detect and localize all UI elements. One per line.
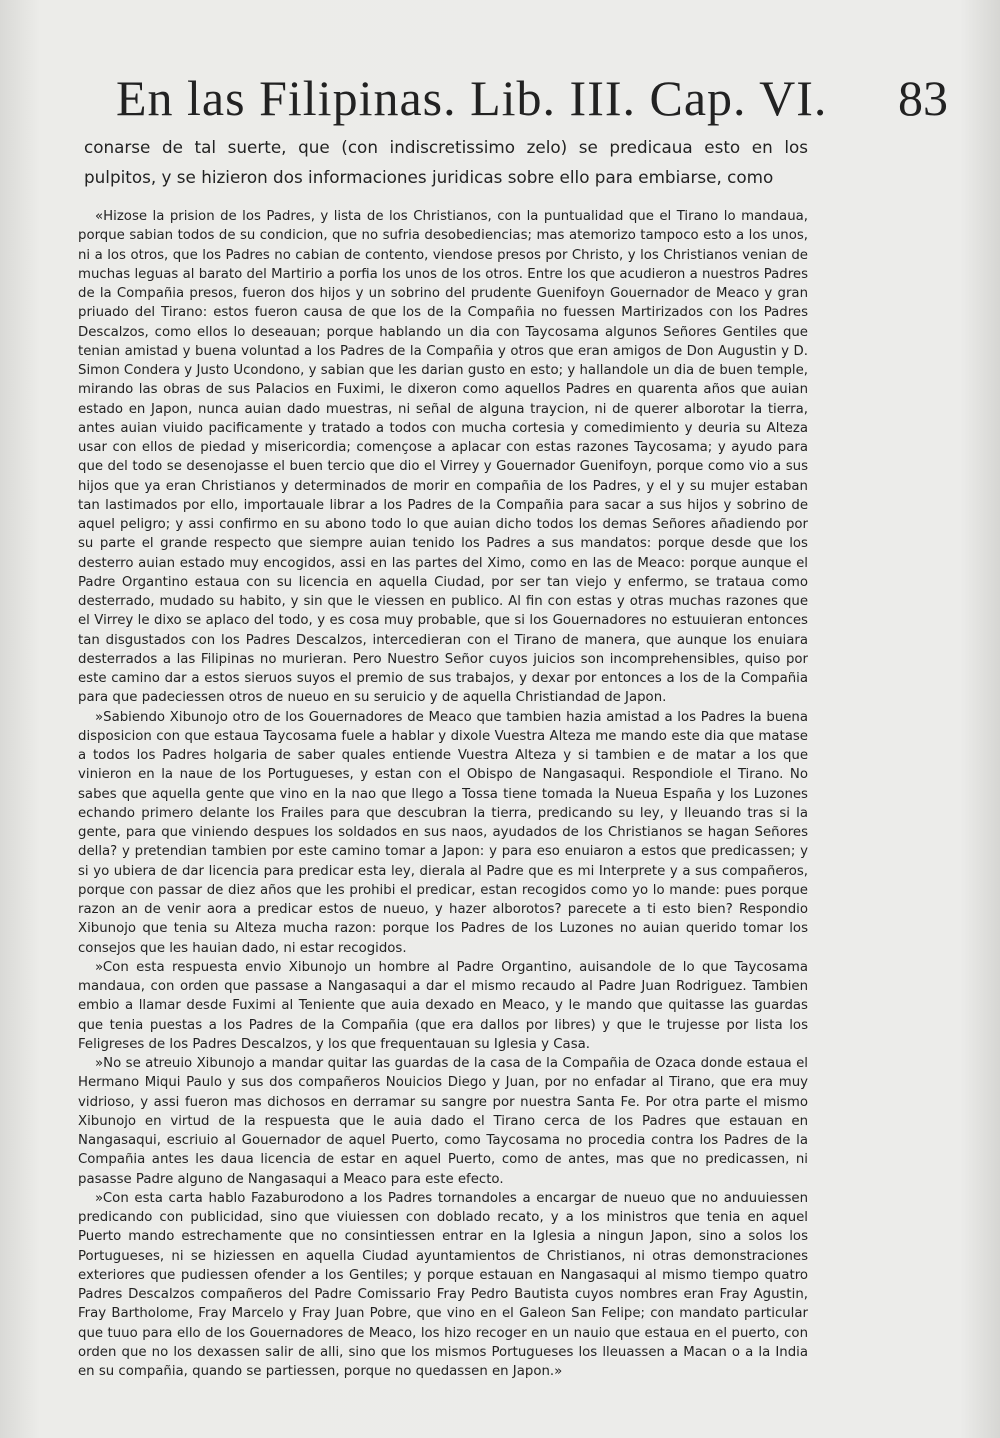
main-text — [78, 207, 808, 1381]
paragraph: »Con esta carta hablo Fazaburodono a los Padres tornandoles a encargar de nueuo que no anduuiessen predicando con publicidad, sino que viuiessen con doblado recato, y a los ministros que tenia en aquel Puerto mando estrechamente que no consintiessen entrar en la Iglesia a ningun Japon, sino a solos los Portugueses, ni se hiziessen en aquella Ciudad ayuntamientos de Christianos, ni otras demonstraciones exteriores que pudiessen ofender a los Gentiles; y porque estauan en Nangasaqui al mismo tiempo quatro Padres Descalzos compañeros del Padre Comissario Fray Pedro Bautista cuyos nombres eran Fray Agustin, Fray Bartholome, Fray Marcelo y Fray Juan Pobre, que vino en el Galeon San Felipe; con mandato particular que tuuo para ello de los Gouernadores de Meaco, los hizo recoger en un nauio que estaua en el puerto, con orden que no los dexassen salir de alli, sino que los mismos Portugueses los lleuassen a Macan o a la India en su compañia, quando se partiessen, porque no quedassen en Japon.» — [78, 1190, 808, 1379]
paragraph: »No se atreuio Xibunojo a mandar quitar las guardas de la casa de la Compañia de Ozaca donde estaua el Hermano Miqui Paulo y sus dos compañeros Nouicios Diego y Juan, por no enfadar al Tirano, que era muy vidrioso, y assi fueron mas dichosos en derramar su sangre por nuestra Santa Fe. Por otra parte el mismo Xibunojo en virtud de la respuesta que le auia dado el Tirano cerca de los Padres que estauan en Nangasaqui, escriuio al Gouernador de aquel Puerto, como Taycosama no procedia contra los Padres de la Compañia antes les daua licencia de estar en aquel Puerto, como de antes, mas que no predicassen, ni pasasse Padre alguno de Nangasaqui a Meaco para este efecto. — [78, 1056, 808, 1187]
lead-paragraph — [84, 132, 808, 192]
running-head: En las Filipinas. Lib. III. Cap. VI. — [116, 70, 828, 126]
paragraph: »Sabiendo Xibunojo otro de los Gouernadores de Meaco que tambien hazia amistad a los Padres la buena disposicion con que estaua Taycosama fuele a hablar y dixole Vuestra Alteza me mando este dia que matase a todos los Padres holgaria de saber quales entiende Vuestra Alteza y si tambien e de matar a los que vinieron en la naue de los Portugueses, y estan con el Obispo de Nangasaqui. Respondiole el Tirano. No sabes que aquella gente que vino en la nao que llego a Tossa tiene tomada la Nueua España y los Luzones echando primero delante los Frailes para que descubran la tierra, predicando su ley, y lleuando tras si la gente, para que viniendo despues los soldados en sus naos, ayudados de los Christianos se hagan Señores della? y pretendian tambien por este camino tomar a Japon: y para eso enuiaron a estos que predicassen; y si yo ubiera de dar licencia para predicar esta ley, dierala al Padre que es mi Interprete y a sus compañeros, porque con passar de diez años que les prohibi el predicar, estan recogidos como yo lo mande: pues porque razon an de venir aora a predicar estos de nueuo, y hazer alborotos? parecete a ti esto bien? Respondio Xibunojo que tenia su Alteza mucha razon: porque los Padres de los Luzones no auian querido tomar los consejos que les hauian dado, ni estar recogidos. — [78, 709, 808, 956]
page-number: 83 — [898, 70, 948, 126]
lead-text: conarse de tal suerte, que (con indiscretissimo zelo) se predicaua esto en los pulpitos, y se hizieron dos informaciones juridicas sobre ello para embiarse, como — [84, 137, 808, 187]
paragraph: «Hizose la prision de los Padres, y lista de los Christianos, con la puntualidad que el Tirano lo mandaua, porque sabian todos de su condicion, que no sufria desobediencias; mas atemorizo tampoco esto a los unos, ni a los otros, que los Padres no cabian de contento, viendose presos por Christo, y los Christianos venian de muchas leguas al barato del Martirio a porfia los unos de los otros. Entre los que acudieron a nuestros Padres de la Compañia presos, fueron dos hijos y un sobrino del prudente Guenifoyn Gouernador de Meaco y gran priuado del Tirano: estos fueron causa de que los de la Compañia no fuessen Martirizados con los Padres Descalzos, como ellos lo deseauan; porque hablando un dia con Taycosama algunos Señores Gentiles que tenian amistad y buena voluntad a los Padres de la Compañia y otros que eran amigos de Don Augustin y D. Simon Condera y Justo Ucondono, y sabian que les darian gusto en esto; y hallandole un dia de buen temple, mirando las obras de sus Palacios en Fuximi, le dixeron como aquellos Padres en quarenta años que auian estado en Japon, nunca auian dado muestras, ni señal de alguna traycion, ni de querer alborotar la tierra, antes auian viuido pacificamente y tratado a todos con mucha cortesia y comedimiento y deuria su Alteza usar con ellos de piedad y misericordia; començose a aplacar con estas razones Taycosama; y ayudo para que del todo se desenojasse el buen tercio que dio el Virrey y Gouernador Guenifoyn, porque como vio a sus hijos que ya eran Christianos y determinados de morir en compañia de los Padres, y el y su mujer estaban tan lastimados por ello, importauale librar a los Padres de la Compañia para sacar a sus hijos y sobrino de aquel peligro; y assi confirmo en su abono todo lo que auian dicho todos los demas Señores añadiendo por su parte el grande respecto que siempre auian tenido los Padres a sus mandatos: porque desde que los desterro auian estado muy encogidos, assi en las partes del Ximo, como en las de Meaco: porque aunque el Padre Organtino estaua con su licencia en aquella Ciudad, por ser tan viejo y enfermo, se trataua como desterrado, mudado su habito, y sin que le viessen en publico. Al fin con estas y otras muchas razones que el Virrey le dixo se aplaco del todo, y es cosa muy probable, que si los Gouernadores no estuuieran entonces tan disgustados con los Padres Descalzos, intercedieran con el Tirano de manera, que aunque los enuiara desterrados a las Filipinas no murieran. Pero Nuestro Señor cuyos juicios son incomprehensibles, quiso por este camino dar a estos sieruos suyos el premio de sus trabajos, y dexar por entonces a los de la Compañia para que padeciessen otros de nueuo en su seruicio y de aquella Christiandad de Japon. — [78, 209, 808, 706]
paragraph: »Con esta respuesta envio Xibunojo un hombre al Padre Organtino, auisandole de lo que Taycosama mandaua, con orden que passase a Nangasaqui a dar el mismo recaudo al Padre Juan Rodriguez. Tambien embio a llamar desde Fuximi al Teniente que auia dexado en Meaco, y le mando que quitasse las guardas que tenia puestas a los Padres de la Compañia (que era dallos por libres) y que le trujesse por lista los Feligreses de los Padres Descalzos, y los que frequentauan su Iglesia y Casa. — [78, 959, 808, 1052]
